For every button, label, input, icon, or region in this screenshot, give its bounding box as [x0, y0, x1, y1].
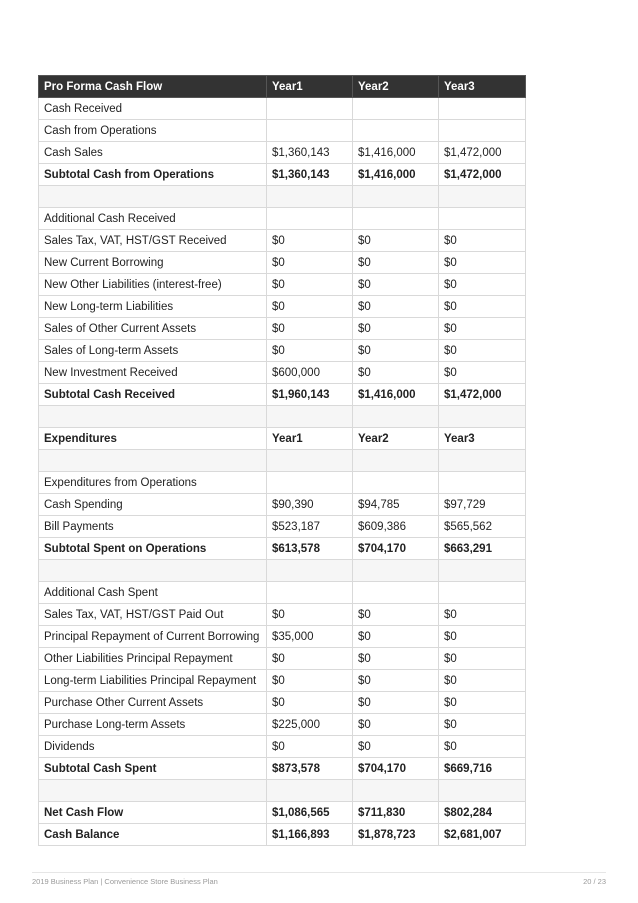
table-row [39, 538, 526, 560]
year3-value-cell: $802,284 [439, 802, 526, 824]
table-row [39, 670, 526, 692]
year3-value-cell: $0 [439, 362, 526, 384]
year1-value-cell: $1,360,143 [267, 164, 353, 186]
spacer-row [39, 406, 526, 428]
row-label-cell [39, 186, 267, 208]
year3-value-cell: $0 [439, 714, 526, 736]
year3-value-cell: $0 [439, 692, 526, 714]
row-label-cell: Dividends [39, 736, 267, 758]
year2-value-cell: $0 [353, 296, 439, 318]
table-row [39, 252, 526, 274]
table-row [39, 736, 526, 758]
row-label-cell: Subtotal Cash from Operations [39, 164, 267, 186]
year2-value-cell [353, 120, 439, 142]
year3-value-cell: $0 [439, 230, 526, 252]
year1-value-cell: Year1 [267, 428, 353, 450]
row-label-cell: Cash Received [39, 98, 267, 120]
table-row [39, 428, 526, 450]
year3-value-cell [439, 582, 526, 604]
year3-value-cell [439, 98, 526, 120]
year2-value-cell [353, 780, 439, 802]
year3-value-cell: $1,472,000 [439, 384, 526, 406]
year1-value-cell: $0 [267, 318, 353, 340]
table-row [39, 318, 526, 340]
year1-value-cell: $0 [267, 340, 353, 362]
year2-value-cell: $1,416,000 [353, 142, 439, 164]
footer-page-number: 20 / 23 [583, 877, 606, 886]
year3-value-cell [439, 560, 526, 582]
year2-value-cell: $0 [353, 274, 439, 296]
year2-value-cell: $0 [353, 252, 439, 274]
row-label-cell: Additional Cash Spent [39, 582, 267, 604]
row-label-cell: Net Cash Flow [39, 802, 267, 824]
year3-value-cell: $0 [439, 648, 526, 670]
year3-value-cell: $97,729 [439, 494, 526, 516]
year1-value-cell [267, 208, 353, 230]
year2-value-cell [353, 186, 439, 208]
pro-forma-cash-flow-table [38, 75, 526, 846]
table-row [39, 362, 526, 384]
year3-value-cell [439, 406, 526, 428]
row-label-cell: New Investment Received [39, 362, 267, 384]
page-footer [32, 872, 606, 886]
year2-value-cell: $0 [353, 340, 439, 362]
table-row [39, 274, 526, 296]
year1-value-cell: $35,000 [267, 626, 353, 648]
row-label-cell [39, 780, 267, 802]
table-row [39, 604, 526, 626]
year1-value-cell [267, 186, 353, 208]
year2-value-cell: $1,416,000 [353, 164, 439, 186]
table-row [39, 494, 526, 516]
row-label-cell: Subtotal Cash Received [39, 384, 267, 406]
row-label-cell: Purchase Other Current Assets [39, 692, 267, 714]
year1-value-cell: $873,578 [267, 758, 353, 780]
year2-value-cell: $1,878,723 [353, 824, 439, 846]
year2-value-cell [353, 406, 439, 428]
row-label-cell: Purchase Long-term Assets [39, 714, 267, 736]
row-label-cell: Expenditures from Operations [39, 472, 267, 494]
year3-value-cell [439, 450, 526, 472]
year1-value-cell [267, 406, 353, 428]
table-row [39, 120, 526, 142]
table-row [39, 824, 526, 846]
table-row [39, 714, 526, 736]
row-label-cell: Subtotal Spent on Operations [39, 538, 267, 560]
year2-value-cell: $0 [353, 362, 439, 384]
year2-value-cell: $0 [353, 692, 439, 714]
year2-value-cell [353, 582, 439, 604]
year2-value-cell: $704,170 [353, 758, 439, 780]
year1-value-cell: $1,960,143 [267, 384, 353, 406]
year2-value-cell [353, 98, 439, 120]
year2-value-cell: $0 [353, 230, 439, 252]
year2-value-cell [353, 450, 439, 472]
year2-value-cell: $711,830 [353, 802, 439, 824]
header-year2: Year2 [353, 76, 439, 98]
table-row [39, 164, 526, 186]
year3-value-cell: $0 [439, 252, 526, 274]
row-label-cell: Cash from Operations [39, 120, 267, 142]
year3-value-cell: $669,716 [439, 758, 526, 780]
table-row [39, 648, 526, 670]
year3-value-cell: $0 [439, 318, 526, 340]
year1-value-cell: $0 [267, 736, 353, 758]
table-row [39, 758, 526, 780]
year1-value-cell: $0 [267, 670, 353, 692]
year2-value-cell: $0 [353, 714, 439, 736]
row-label-cell: New Long-term Liabilities [39, 296, 267, 318]
year1-value-cell [267, 98, 353, 120]
year1-value-cell: $0 [267, 296, 353, 318]
year1-value-cell: $225,000 [267, 714, 353, 736]
year2-value-cell [353, 472, 439, 494]
year3-value-cell [439, 120, 526, 142]
row-label-cell: Cash Balance [39, 824, 267, 846]
spacer-row [39, 186, 526, 208]
row-label-cell: Cash Spending [39, 494, 267, 516]
year1-value-cell: $0 [267, 252, 353, 274]
row-label-cell: Sales of Long-term Assets [39, 340, 267, 362]
year2-value-cell: $0 [353, 648, 439, 670]
table-row [39, 692, 526, 714]
year3-value-cell [439, 780, 526, 802]
header-title: Pro Forma Cash Flow [39, 76, 267, 98]
year1-value-cell: $523,187 [267, 516, 353, 538]
year3-value-cell [439, 186, 526, 208]
year2-value-cell: Year2 [353, 428, 439, 450]
row-label-cell: Sales of Other Current Assets [39, 318, 267, 340]
row-label-cell: Bill Payments [39, 516, 267, 538]
year3-value-cell [439, 472, 526, 494]
year3-value-cell: $2,681,007 [439, 824, 526, 846]
year3-value-cell: $0 [439, 736, 526, 758]
row-label-cell: Cash Sales [39, 142, 267, 164]
year1-value-cell: $0 [267, 692, 353, 714]
year1-value-cell [267, 560, 353, 582]
year2-value-cell: $94,785 [353, 494, 439, 516]
year1-value-cell: $0 [267, 648, 353, 670]
year2-value-cell [353, 208, 439, 230]
row-label-cell: Expenditures [39, 428, 267, 450]
table-row [39, 472, 526, 494]
year1-value-cell: $0 [267, 274, 353, 296]
year1-value-cell: $1,086,565 [267, 802, 353, 824]
table-row [39, 582, 526, 604]
year3-value-cell: $663,291 [439, 538, 526, 560]
row-label-cell: Additional Cash Received [39, 208, 267, 230]
year1-value-cell: $1,166,893 [267, 824, 353, 846]
year2-value-cell: $0 [353, 604, 439, 626]
year3-value-cell: $0 [439, 296, 526, 318]
table-row [39, 516, 526, 538]
year3-value-cell: Year3 [439, 428, 526, 450]
table-row [39, 208, 526, 230]
table-row [39, 384, 526, 406]
row-label-cell: Sales Tax, VAT, HST/GST Received [39, 230, 267, 252]
row-label-cell: Sales Tax, VAT, HST/GST Paid Out [39, 604, 267, 626]
year1-value-cell: $600,000 [267, 362, 353, 384]
header-year3: Year3 [439, 76, 526, 98]
year3-value-cell: $1,472,000 [439, 164, 526, 186]
table-row [39, 98, 526, 120]
table-row [39, 802, 526, 824]
row-label-cell: New Current Borrowing [39, 252, 267, 274]
year3-value-cell: $565,562 [439, 516, 526, 538]
row-label-cell: New Other Liabilities (interest-free) [39, 274, 267, 296]
table-row [39, 340, 526, 362]
row-label-cell [39, 450, 267, 472]
year1-value-cell: $613,578 [267, 538, 353, 560]
year3-value-cell: $0 [439, 274, 526, 296]
year1-value-cell: $0 [267, 604, 353, 626]
year1-value-cell: $0 [267, 230, 353, 252]
header-year1: Year1 [267, 76, 353, 98]
spacer-row [39, 560, 526, 582]
year3-value-cell: $1,472,000 [439, 142, 526, 164]
row-label-cell: Long-term Liabilities Principal Repayment [39, 670, 267, 692]
year3-value-cell: $0 [439, 670, 526, 692]
year2-value-cell: $0 [353, 626, 439, 648]
year3-value-cell: $0 [439, 604, 526, 626]
year1-value-cell [267, 582, 353, 604]
row-label-cell: Subtotal Cash Spent [39, 758, 267, 780]
year3-value-cell: $0 [439, 340, 526, 362]
year1-value-cell: $1,360,143 [267, 142, 353, 164]
year2-value-cell: $609,386 [353, 516, 439, 538]
table-body [39, 98, 526, 846]
year1-value-cell [267, 472, 353, 494]
table-header-row [39, 76, 526, 98]
year2-value-cell: $0 [353, 318, 439, 340]
year2-value-cell: $0 [353, 670, 439, 692]
year3-value-cell: $0 [439, 626, 526, 648]
row-label-cell: Other Liabilities Principal Repayment [39, 648, 267, 670]
year2-value-cell: $704,170 [353, 538, 439, 560]
table-row [39, 626, 526, 648]
year1-value-cell: $90,390 [267, 494, 353, 516]
year1-value-cell [267, 120, 353, 142]
spacer-row [39, 780, 526, 802]
row-label-cell: Principal Repayment of Current Borrowing [39, 626, 267, 648]
year1-value-cell [267, 450, 353, 472]
year3-value-cell [439, 208, 526, 230]
year2-value-cell [353, 560, 439, 582]
year1-value-cell [267, 780, 353, 802]
year2-value-cell: $1,416,000 [353, 384, 439, 406]
year2-value-cell: $0 [353, 736, 439, 758]
row-label-cell [39, 406, 267, 428]
table-row [39, 142, 526, 164]
table-row [39, 230, 526, 252]
table-row [39, 296, 526, 318]
spacer-row [39, 450, 526, 472]
footer-document-title: 2019 Business Plan | Convenience Store Business Plan [32, 877, 218, 886]
row-label-cell [39, 560, 267, 582]
